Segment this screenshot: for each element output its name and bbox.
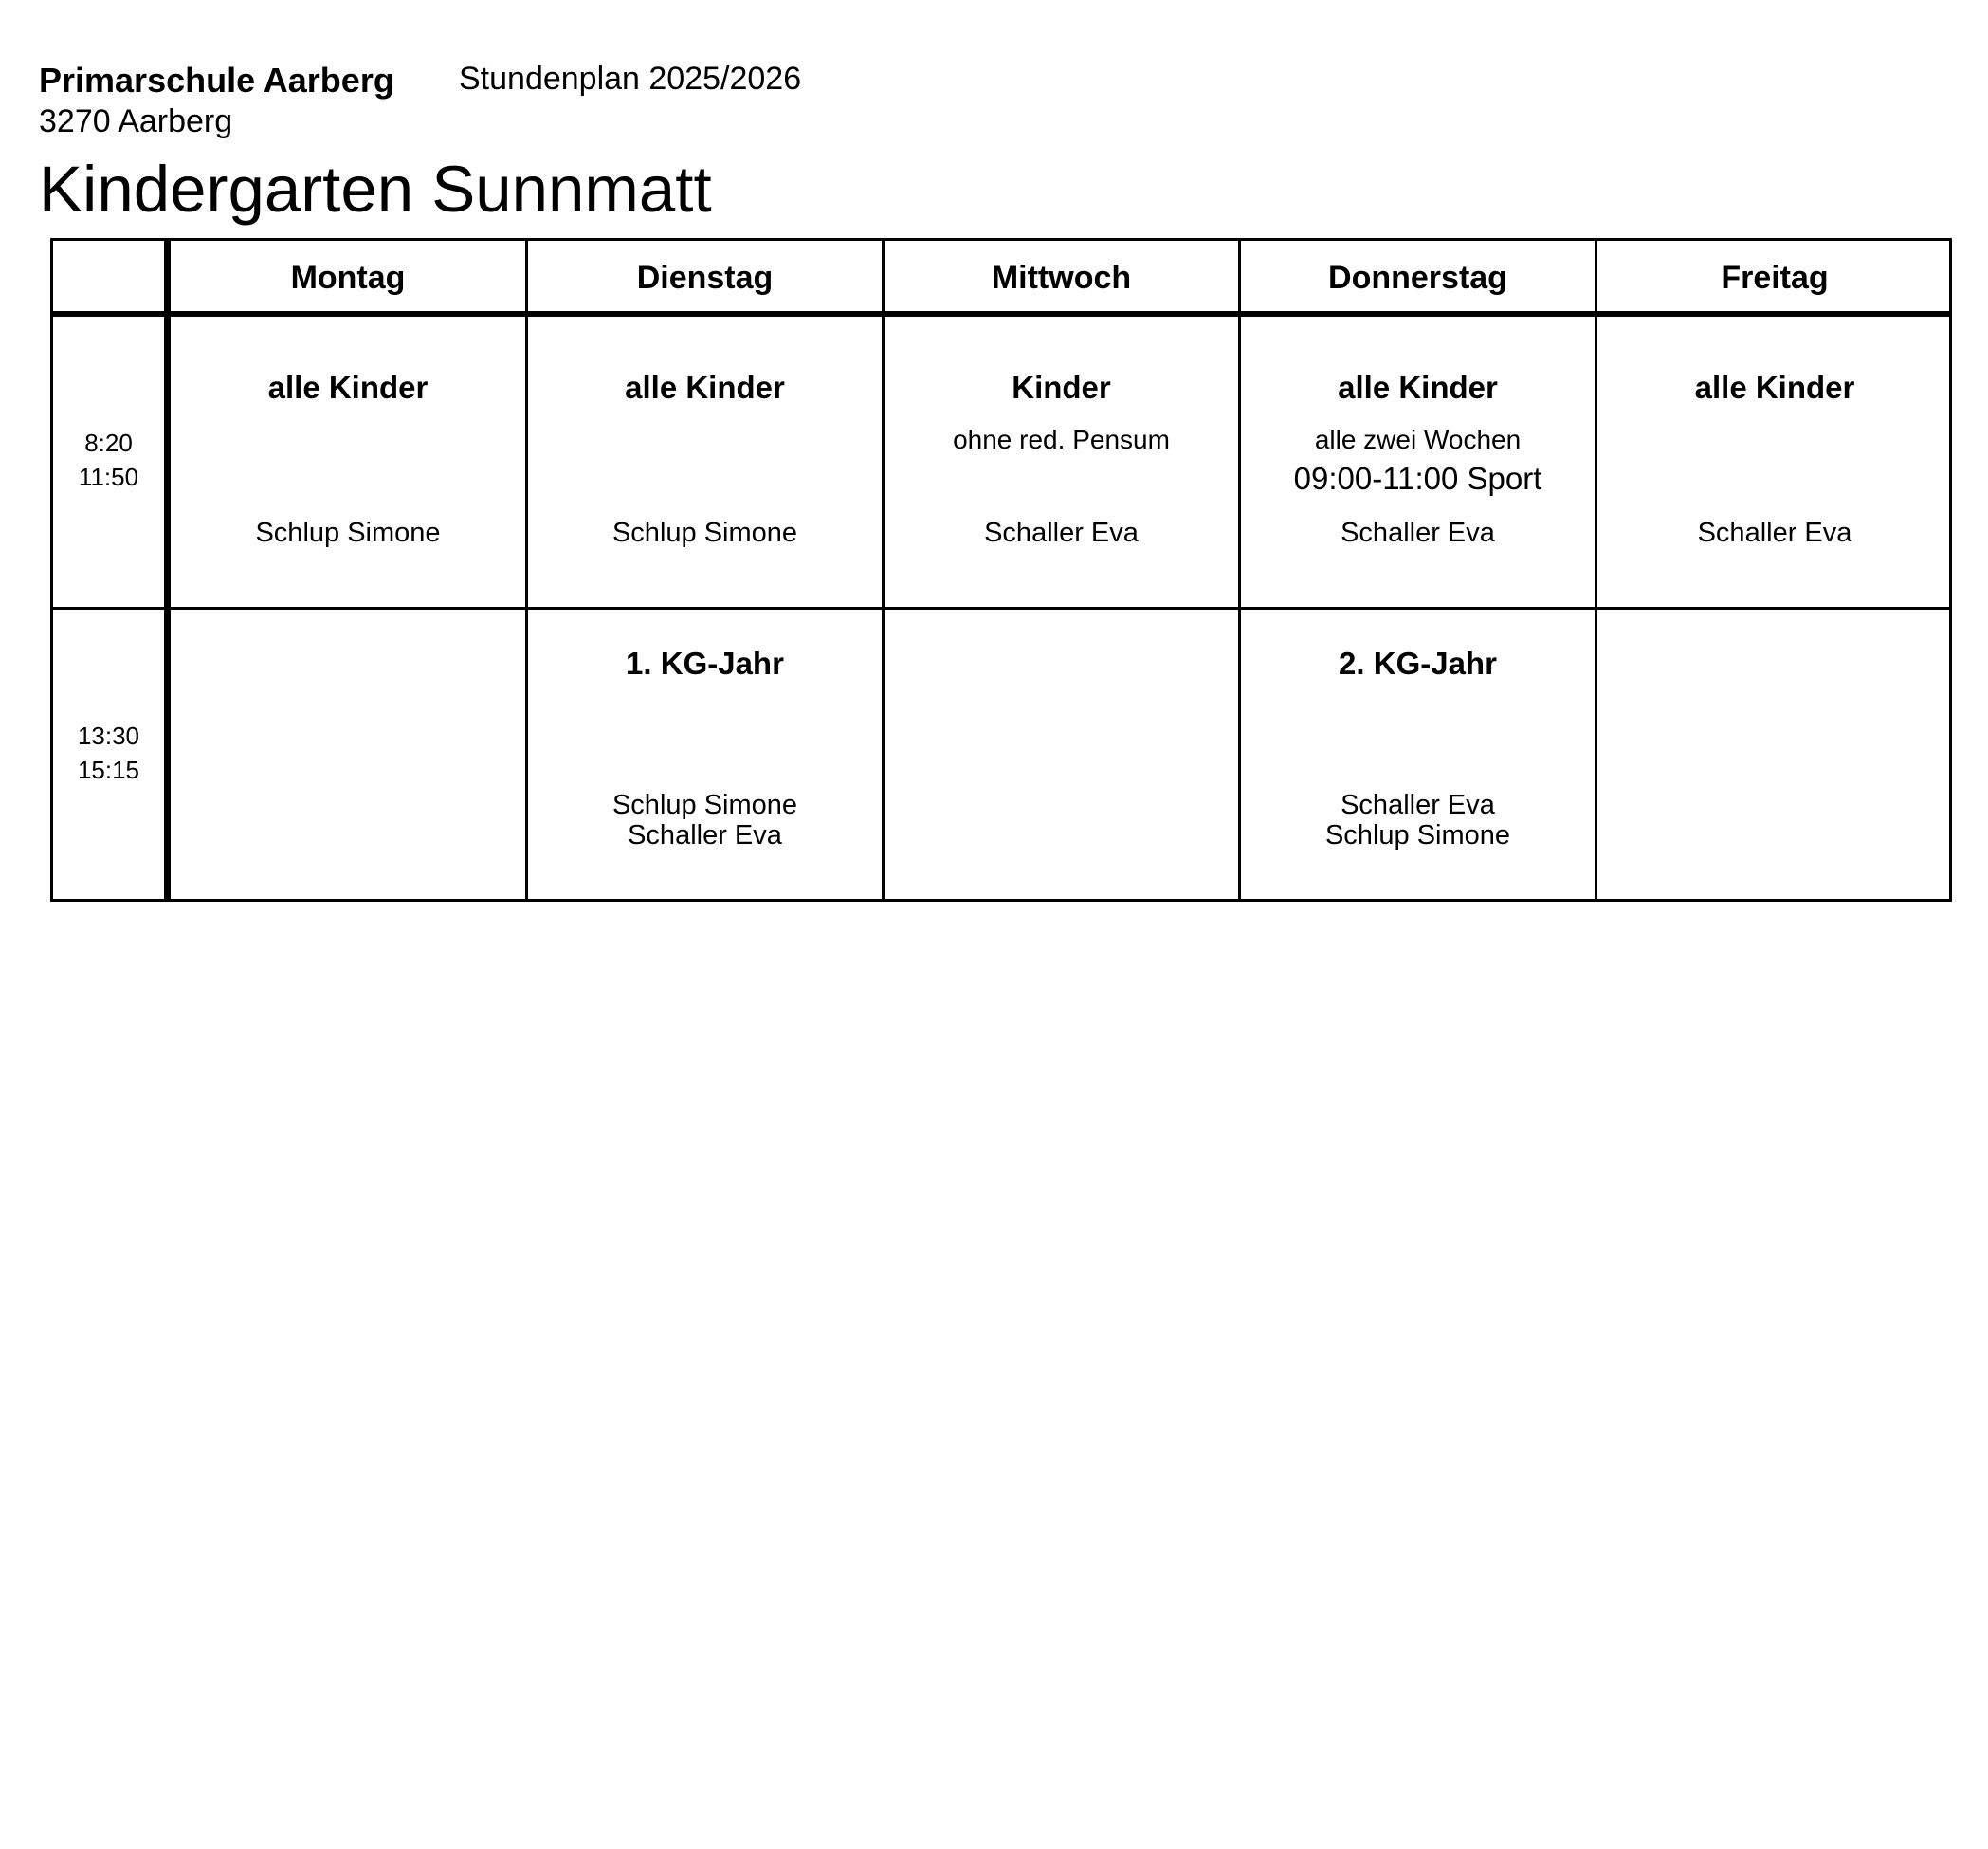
cell-title: alle Kinder bbox=[625, 370, 785, 405]
cell-freitag-afternoon bbox=[1597, 610, 1952, 902]
cell-teacher: Schlup Simone bbox=[1324, 820, 1511, 851]
cell-mittwoch-morning bbox=[885, 317, 1238, 607]
plan-title: Stundenplan 2025/2026 bbox=[459, 61, 802, 97]
cell-title: Kinder bbox=[1012, 370, 1111, 405]
cell-note-sport: 09:00-11:00 Sport bbox=[1293, 461, 1542, 496]
timetable bbox=[50, 238, 1952, 902]
cell-title: 1. KG-Jahr bbox=[626, 646, 784, 681]
cell-montag-afternoon bbox=[171, 610, 525, 902]
cell-teacher: Schlup Simone bbox=[255, 518, 441, 548]
cell-note: alle zwei Wochen bbox=[1314, 425, 1522, 454]
class-title: Kindergarten Sunnmatt bbox=[39, 153, 712, 226]
cell-teacher: Schaller Eva bbox=[1341, 790, 1495, 820]
cell-donnerstag-afternoon bbox=[1241, 610, 1595, 902]
cell-dienstag-afternoon bbox=[528, 610, 882, 902]
time-end: 11:50 bbox=[78, 463, 139, 491]
time-slot-morning bbox=[53, 426, 164, 494]
time-start: 8:20 bbox=[84, 429, 133, 457]
cell-teacher: Schaller Eva bbox=[984, 518, 1139, 548]
cell-mittwoch-afternoon bbox=[885, 610, 1238, 902]
cell-teacher: Schaller Eva bbox=[1697, 518, 1852, 548]
school-name: Primarschule Aarberg bbox=[39, 61, 394, 100]
cell-title: alle Kinder bbox=[267, 370, 429, 405]
cell-title: 2. KG-Jahr bbox=[1339, 646, 1497, 681]
cell-freitag-morning bbox=[1597, 317, 1952, 607]
cell-teacher: Schlup Simone bbox=[611, 790, 798, 820]
grid-line bbox=[164, 241, 171, 899]
cell-montag-morning bbox=[171, 317, 525, 607]
time-start: 13:30 bbox=[77, 722, 140, 750]
day-header-mittwoch: Mittwoch bbox=[991, 259, 1132, 296]
cell-teacher: Schlup Simone bbox=[611, 518, 798, 548]
cell-title: alle Kinder bbox=[1694, 370, 1855, 405]
day-header-donnerstag: Donnerstag bbox=[1328, 259, 1507, 296]
time-end: 15:15 bbox=[77, 756, 140, 784]
cell-title: alle Kinder bbox=[1338, 370, 1498, 405]
cell-donnerstag-morning bbox=[1241, 317, 1595, 607]
day-header-dienstag: Dienstag bbox=[636, 259, 774, 296]
time-slot-afternoon bbox=[53, 719, 164, 787]
day-header-freitag: Freitag bbox=[1721, 259, 1829, 296]
school-address: 3270 Aarberg bbox=[39, 103, 233, 139]
cell-teacher: Schaller Eva bbox=[1341, 518, 1495, 548]
cell-dienstag-morning bbox=[528, 317, 882, 607]
cell-teacher: Schaller Eva bbox=[628, 820, 782, 851]
cell-note: ohne red. Pensum bbox=[953, 425, 1170, 454]
day-header-montag: Montag bbox=[290, 259, 406, 296]
